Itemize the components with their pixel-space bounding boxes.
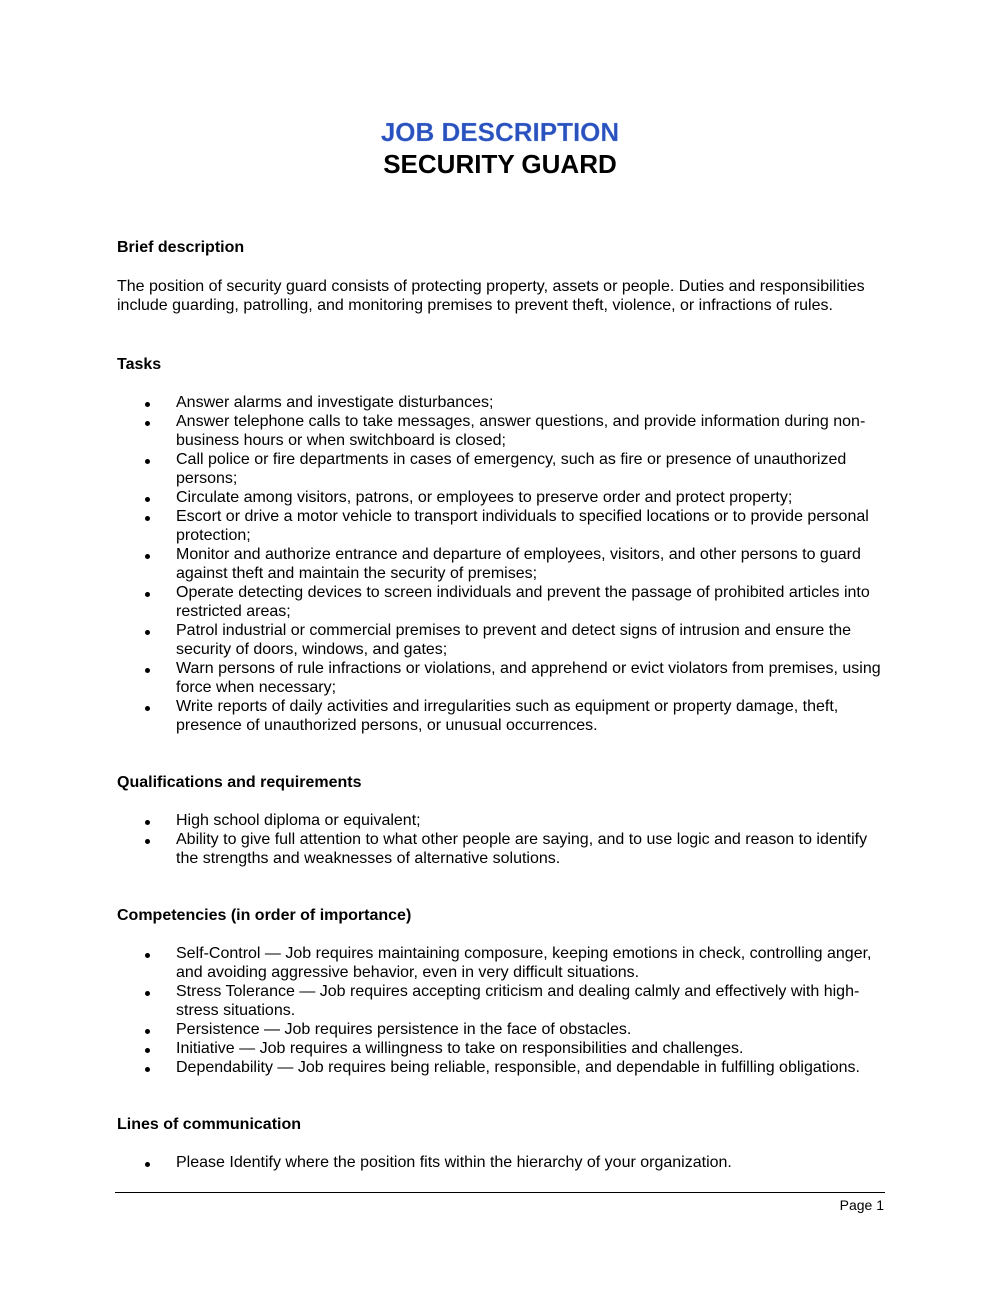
bullet-icon xyxy=(145,668,150,673)
list-item: Write reports of daily activities and irregularities such as equipment or property damage, theft, presence of unauthorized persons, or unusual occurrences. xyxy=(117,697,887,735)
brief-description-text: The position of security guard consists of protecting property, assets or people. Duties and responsibilities include guarding, patrolling, and monitoring premises to prevent theft, violence, or infractions of rules. xyxy=(117,278,865,314)
list-item: Dependability — Job requires being reliable, responsible, and dependable in fulfilling obligations. xyxy=(117,1058,887,1077)
list-item: Patrol industrial or commercial premises to prevent and detect signs of intrusion and ensure the security of doors, windows, and gates; xyxy=(117,621,887,659)
section-heading: Brief description xyxy=(117,239,245,256)
section-heading: Qualifications and requirements xyxy=(117,774,362,791)
bullet-icon xyxy=(145,1029,150,1034)
competencies-list xyxy=(117,944,887,1077)
qualifications-list xyxy=(117,811,887,868)
section-heading: Competencies (in order of importance) xyxy=(117,907,412,924)
list-item: Persistence — Job requires persistence in the face of obstacles. xyxy=(117,1020,887,1039)
list-item: Self-Control — Job requires maintaining composure, keeping emotions in check, controlling anger, and avoiding aggressive behavior, even in very difficult situations. xyxy=(117,944,887,982)
tasks-list xyxy=(117,393,887,735)
bullet-icon xyxy=(145,1048,150,1053)
list-item: Monitor and authorize entrance and departure of employees, visitors, and other persons to guard against theft and maintain the security of premises; xyxy=(117,545,887,583)
section-lines-of-communication xyxy=(117,1115,887,1172)
list-item: Answer alarms and investigate disturbances; xyxy=(117,393,887,412)
section-competencies xyxy=(117,906,887,1077)
bullet-icon xyxy=(145,991,150,996)
footer-divider xyxy=(115,1192,885,1193)
list-item: Call police or fire departments in cases of emergency, such as fire or presence of unauthorized persons; xyxy=(117,450,887,488)
bullet-icon xyxy=(145,592,150,597)
bullet-icon xyxy=(145,953,150,958)
section-qualifications xyxy=(117,773,887,868)
bullet-icon xyxy=(145,1067,150,1072)
bullet-icon xyxy=(145,706,150,711)
bullet-icon xyxy=(145,820,150,825)
bullet-icon xyxy=(145,497,150,502)
list-item: Stress Tolerance — Job requires accepting criticism and dealing calmly and effectively with high-stress situations. xyxy=(117,982,887,1020)
list-item: Warn persons of rule infractions or violations, and apprehend or evict violators from premises, using force when necessary; xyxy=(117,659,887,697)
page-number: Page 1 xyxy=(839,1197,884,1213)
document-title-main: JOB DESCRIPTION xyxy=(380,117,620,147)
list-item: Answer telephone calls to take messages, answer questions, and provide information during non-business hours or when switchboard is closed; xyxy=(117,412,887,450)
bullet-icon xyxy=(145,1162,150,1167)
section-heading: Tasks xyxy=(117,356,162,373)
list-item: Circulate among visitors, patrons, or employees to preserve order and protect property; xyxy=(117,488,887,507)
list-item: Please Identify where the position fits within the hierarchy of your organization. xyxy=(117,1153,887,1172)
bullet-icon xyxy=(145,630,150,635)
list-item: Escort or drive a motor vehicle to transport individuals to specified locations or to provide personal protection; xyxy=(117,507,887,545)
document-title-sub: SECURITY GUARD xyxy=(383,149,617,179)
list-item: High school diploma or equivalent; xyxy=(117,811,887,830)
section-tasks xyxy=(117,355,887,735)
bullet-icon xyxy=(145,402,150,407)
bullet-icon xyxy=(145,459,150,464)
section-heading: Lines of communication xyxy=(117,1116,302,1133)
list-item: Operate detecting devices to screen individuals and prevent the passage of prohibited articles into restricted areas; xyxy=(117,583,887,621)
document-title xyxy=(0,116,1000,180)
document-body xyxy=(117,238,887,1172)
list-item: Initiative — Job requires a willingness to take on responsibilities and challenges. xyxy=(117,1039,887,1058)
bullet-icon xyxy=(145,554,150,559)
communication-list xyxy=(117,1153,887,1172)
bullet-icon xyxy=(145,516,150,521)
bullet-icon xyxy=(145,839,150,844)
list-item: Ability to give full attention to what other people are saying, and to use logic and reason to identify the strengths and weaknesses of alternative solutions. xyxy=(117,830,887,868)
bullet-icon xyxy=(145,421,150,426)
section-brief-description xyxy=(117,238,887,315)
